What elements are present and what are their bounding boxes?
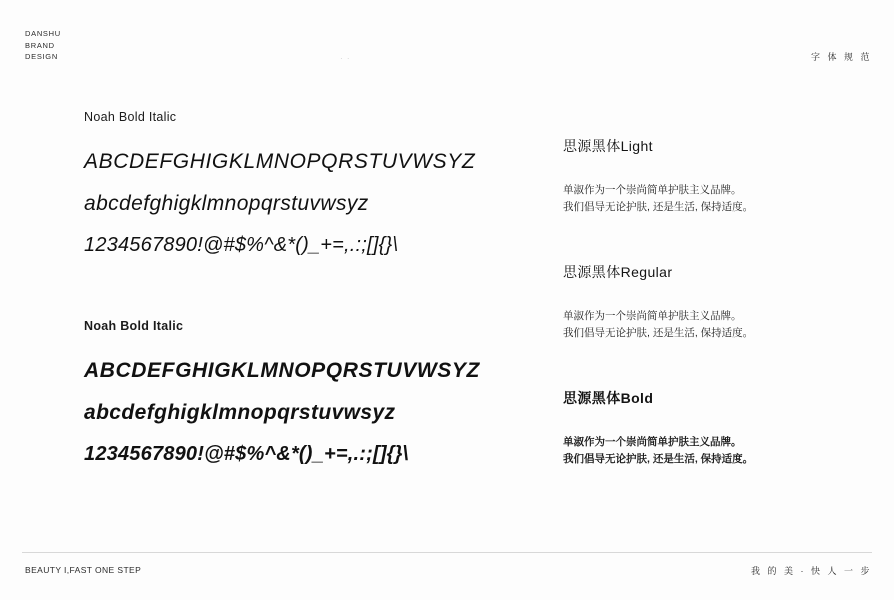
specimen-lowercase-line: abcdefghigklmnopqrstuvwsyz xyxy=(84,401,396,424)
logo-line-1: DANSHU xyxy=(25,29,61,38)
specimen-uppercase-line: ABCDEFGHIGKLMNOPQRSTUVWSYZ xyxy=(84,359,480,382)
specimen-uppercase-line: ABCDEFGHIGKLMNOPQRSTUVWSYZ xyxy=(84,150,476,173)
specimen-numerals-line: 1234567890!@#$%^&*()_+=,.:;[]{}\ xyxy=(84,443,409,465)
specimen-block-noah-bold-italic xyxy=(84,319,504,466)
specimen-block-source-han-bold xyxy=(563,388,863,468)
logo-line-3: DESIGN xyxy=(25,52,58,61)
specimen-title: 思源黑体Light xyxy=(563,138,653,154)
page-header xyxy=(0,0,894,76)
specimen-block-noah-italic xyxy=(84,110,504,257)
specimen-title: 思源黑体Regular xyxy=(563,264,673,280)
specimen-numerals-line: 1234567890!@#$%^&*()_+=,.:;[]{}\ xyxy=(84,234,399,256)
section-label: 字 体 规 范 xyxy=(810,52,872,62)
sample-line-1: 单淑作为一个崇尚简单护肤主义品牌。 xyxy=(563,184,742,196)
footer-divider xyxy=(22,552,872,553)
specimen-block-source-han-light xyxy=(563,136,863,216)
specimen-lowercase-line: abcdefghigklmnopqrstuvwsyz xyxy=(84,192,369,215)
specimen-sample-text xyxy=(563,182,863,216)
sample-line-1: 单淑作为一个崇尚简单护肤主义品牌。 xyxy=(563,310,742,322)
specimen-title: 思源黑体Bold xyxy=(563,390,654,406)
specimen-block-source-han-regular xyxy=(563,262,863,342)
footer-tagline-en: BEAUTY I,FAST ONE STEP xyxy=(25,565,142,575)
specimen-spacer xyxy=(84,257,504,319)
footer-tagline-cn: 我 的 美 · 快 人 一 步 xyxy=(750,566,872,576)
specimen-title: Noah Bold Italic xyxy=(84,110,177,124)
specimen-title: Noah Bold Italic xyxy=(84,319,184,333)
specimen-sample-text xyxy=(563,308,863,342)
sample-line-2: 我们倡导无论护肤, 还是生活, 保持适度。 xyxy=(563,327,754,339)
sample-line-1: 单淑作为一个崇尚简单护肤主义品牌。 xyxy=(563,436,742,448)
sample-line-2: 我们倡导无论护肤, 还是生活, 保持适度。 xyxy=(563,453,754,465)
logo-line-2: BRAND xyxy=(25,40,55,50)
center-decoration-mark: · · xyxy=(340,54,351,63)
sample-line-2: 我们倡导无论护肤, 还是生活, 保持适度。 xyxy=(563,201,754,213)
cjk-specimen-column xyxy=(563,136,863,468)
brand-logo xyxy=(25,28,61,63)
specimen-sample-text xyxy=(563,434,863,468)
latin-specimen-column xyxy=(84,110,504,466)
